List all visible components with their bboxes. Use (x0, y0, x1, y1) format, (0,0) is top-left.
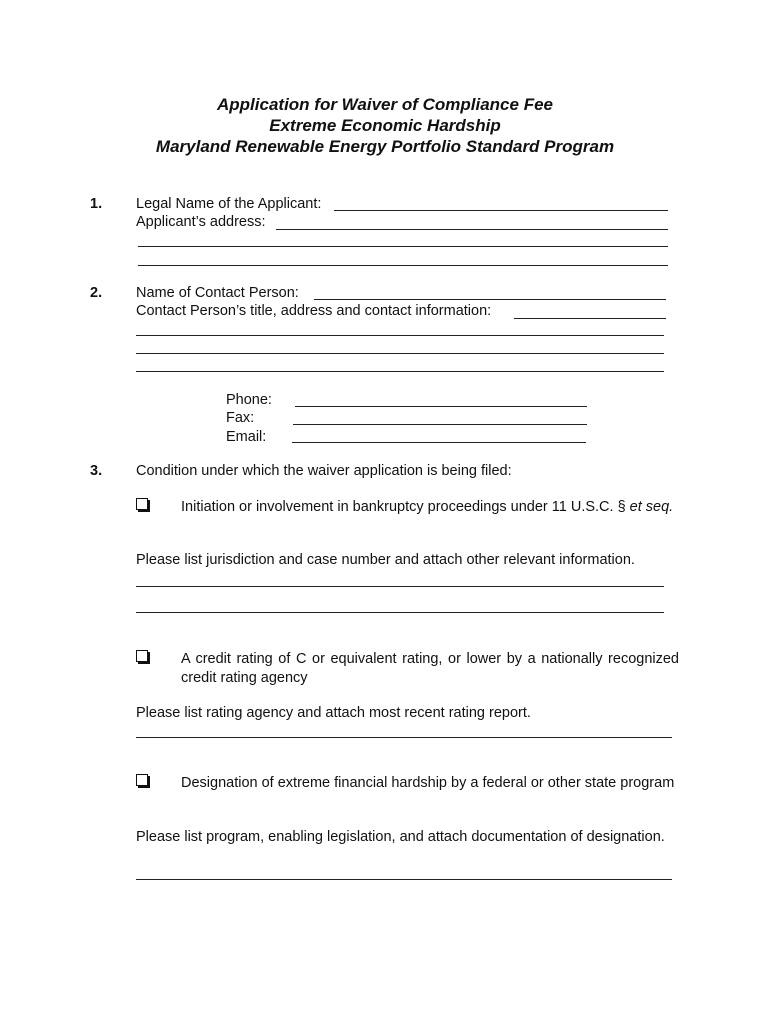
address-field-line-3[interactable] (138, 265, 668, 266)
bankruptcy-option-text (181, 498, 679, 517)
bankruptcy-option-main: Initiation or involvement in bankruptcy proceedings under 11 U.S.C. § (181, 499, 630, 515)
title-line-1: Application for Waiver of Compliance Fee (217, 95, 553, 114)
bankruptcy-option-italic: et seq. (629, 499, 674, 515)
contact-info-field-line-1[interactable] (514, 318, 666, 319)
section-3-number: 3. (90, 463, 103, 479)
fax-label: Fax: (226, 410, 255, 426)
email-field[interactable] (292, 442, 586, 443)
bankruptcy-field-line-1[interactable] (136, 586, 664, 587)
credit-rating-option-text: A credit rating of C or equivalent rating, or lower by a nationally recognized credit rating agency (181, 651, 679, 686)
legal-name-label: Legal Name of the Applicant: (136, 196, 322, 212)
section-1-number: 1. (90, 196, 103, 212)
contact-name-field[interactable] (314, 299, 666, 300)
contact-info-field-line-2[interactable] (136, 335, 664, 336)
bankruptcy-checkbox[interactable] (136, 498, 148, 510)
hardship-designation-checkbox[interactable] (136, 774, 148, 786)
legal-name-field[interactable] (334, 210, 668, 211)
credit-rating-field[interactable] (136, 737, 672, 738)
email-label: Email: (226, 429, 267, 445)
address-field-line-2[interactable] (138, 246, 668, 247)
phone-label: Phone: (226, 392, 272, 408)
hardship-designation-field[interactable] (136, 879, 672, 880)
bankruptcy-field-line-2[interactable] (136, 612, 664, 613)
credit-rating-instruction: Please list rating agency and attach most recent rating report. (136, 705, 531, 721)
phone-field[interactable] (295, 406, 587, 407)
hardship-designation-option-text: Designation of extreme financial hardship by a federal or other state program (181, 775, 675, 791)
contact-name-label: Name of Contact Person: (136, 285, 299, 301)
contact-info-field-line-4[interactable] (136, 371, 664, 372)
credit-rating-checkbox[interactable] (136, 650, 148, 662)
section-2-number: 2. (90, 285, 103, 301)
address-field-line-1[interactable] (276, 229, 668, 230)
condition-intro: Condition under which the waiver application is being filed: (136, 463, 512, 479)
address-label: Applicant’s address: (136, 214, 266, 230)
bankruptcy-instruction: Please list jurisdiction and case number and attach other relevant information. (136, 552, 635, 568)
fax-field[interactable] (293, 424, 587, 425)
contact-info-label: Contact Person’s title, address and contact information: (136, 303, 492, 319)
title-line-2: Extreme Economic Hardship (269, 116, 501, 135)
hardship-designation-instruction: Please list program, enabling legislation, and attach documentation of designation. (136, 829, 665, 845)
contact-info-field-line-3[interactable] (136, 353, 664, 354)
title-line-3: Maryland Renewable Energy Portfolio Standard Program (155, 137, 615, 156)
